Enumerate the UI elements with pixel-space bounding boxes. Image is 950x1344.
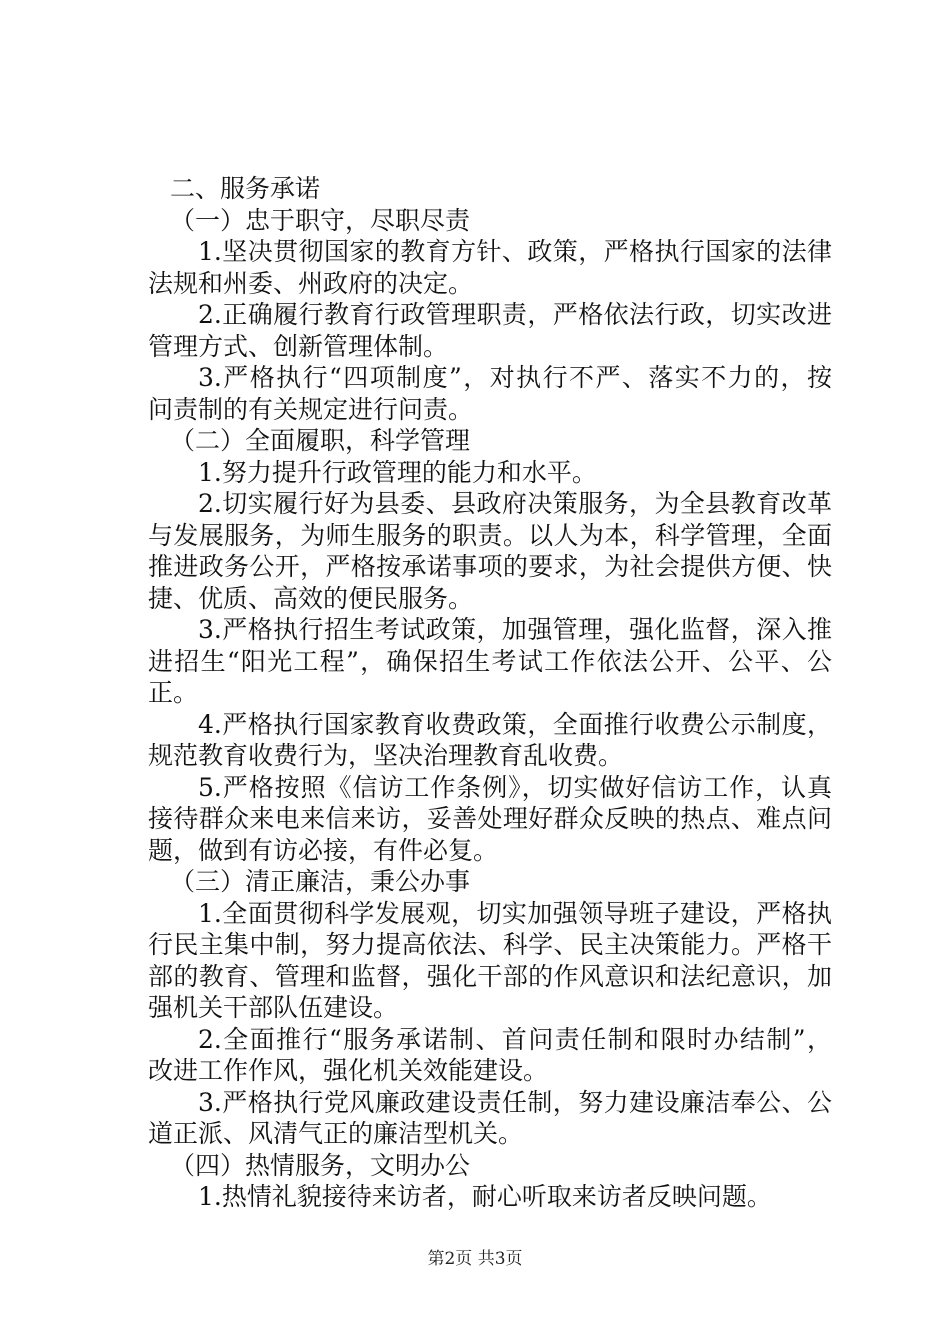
text-line: （一）忠于职守，尽职尽责 [170, 205, 471, 235]
text-line: 问责制的有关规定进行问责。 [148, 394, 474, 424]
text-line: 进招生“阳光工程”，确保招生考试工作依法公开、公平、公 [148, 646, 832, 676]
text-line: 1.全面贯彻科学发展观，切实加强领导班子建设，严格执 [198, 898, 832, 928]
text-line: 2.正确履行教育行政管理职责，严格依法行政，切实改进 [198, 300, 832, 329]
text-line: 部的教育、管理和监督，强化干部的作风意识和法纪意识，加 [148, 961, 832, 991]
text-line: 1.热情礼貌接待来访者，耐心听取来访者反映问题。 [198, 1182, 772, 1211]
page-footer: 第2页 共3页 [427, 1249, 523, 1269]
text-line: 与发展服务，为师生服务的职责。以人为本，科学管理，全面 [148, 520, 832, 550]
text-line: 3.严格执行“四项制度”，对执行不严、落实不力的，按 [198, 363, 832, 392]
text-line: 2.全面推行“服务承诺制、首问责任制和限时办结制”， [198, 1024, 832, 1054]
text-line: 法规和州委、州政府的决定。 [148, 268, 474, 298]
text-line: 4.严格执行国家教育收费政策，全面推行收费公示制度， [198, 709, 832, 739]
text-line: 2.切实履行好为县委、县政府决策服务，为全县教育改革 [198, 489, 832, 518]
text-line: 捷、优质、高效的便民服务。 [148, 583, 474, 613]
text-line: 3.严格执行党风廉政建设责任制，努力建设廉洁奉公、公 [198, 1087, 832, 1117]
text-line: 1.努力提升行政管理的能力和水平。 [198, 457, 597, 487]
document-body [148, 173, 832, 1213]
text-line: 行民主集中制，努力提高依法、科学、民主决策能力。严格干 [148, 930, 832, 959]
text-line: 二、服务承诺 [170, 174, 321, 203]
text-line: 道正派、风清气正的廉洁型机关。 [148, 1119, 524, 1148]
text-line: 5.严格按照《信访工作条例》，切实做好信访工作，认真 [198, 772, 832, 802]
text-line: 改进工作作风，强化机关效能建设。 [148, 1056, 549, 1085]
text-line: 管理方式、创新管理体制。 [148, 331, 449, 361]
text-line: 3.严格执行招生考试政策，加强管理，强化监督，深入推 [198, 615, 832, 644]
text-line: 推进政务公开，严格按承诺事项的要求，为社会提供方便、快 [148, 552, 832, 581]
text-line: （四）热情服务，文明办公 [170, 1150, 471, 1180]
text-line: 规范教育收费行为，坚决治理教育乱收费。 [148, 741, 624, 770]
text-line: 1.坚决贯彻国家的教育方针、政策，严格执行国家的法律 [198, 237, 832, 266]
text-line: 题，做到有访必接，有件必复。 [148, 835, 499, 865]
text-line: （三）清正廉洁，秉公办事 [170, 867, 471, 896]
text-line: （二）全面履职，科学管理 [170, 426, 471, 455]
text-line: 正。 [148, 678, 199, 707]
text-line: 接待群众来电来信来访，妥善处理好群众反映的热点、难点问 [148, 804, 832, 833]
text-line: 强机关干部队伍建设。 [148, 993, 399, 1022]
